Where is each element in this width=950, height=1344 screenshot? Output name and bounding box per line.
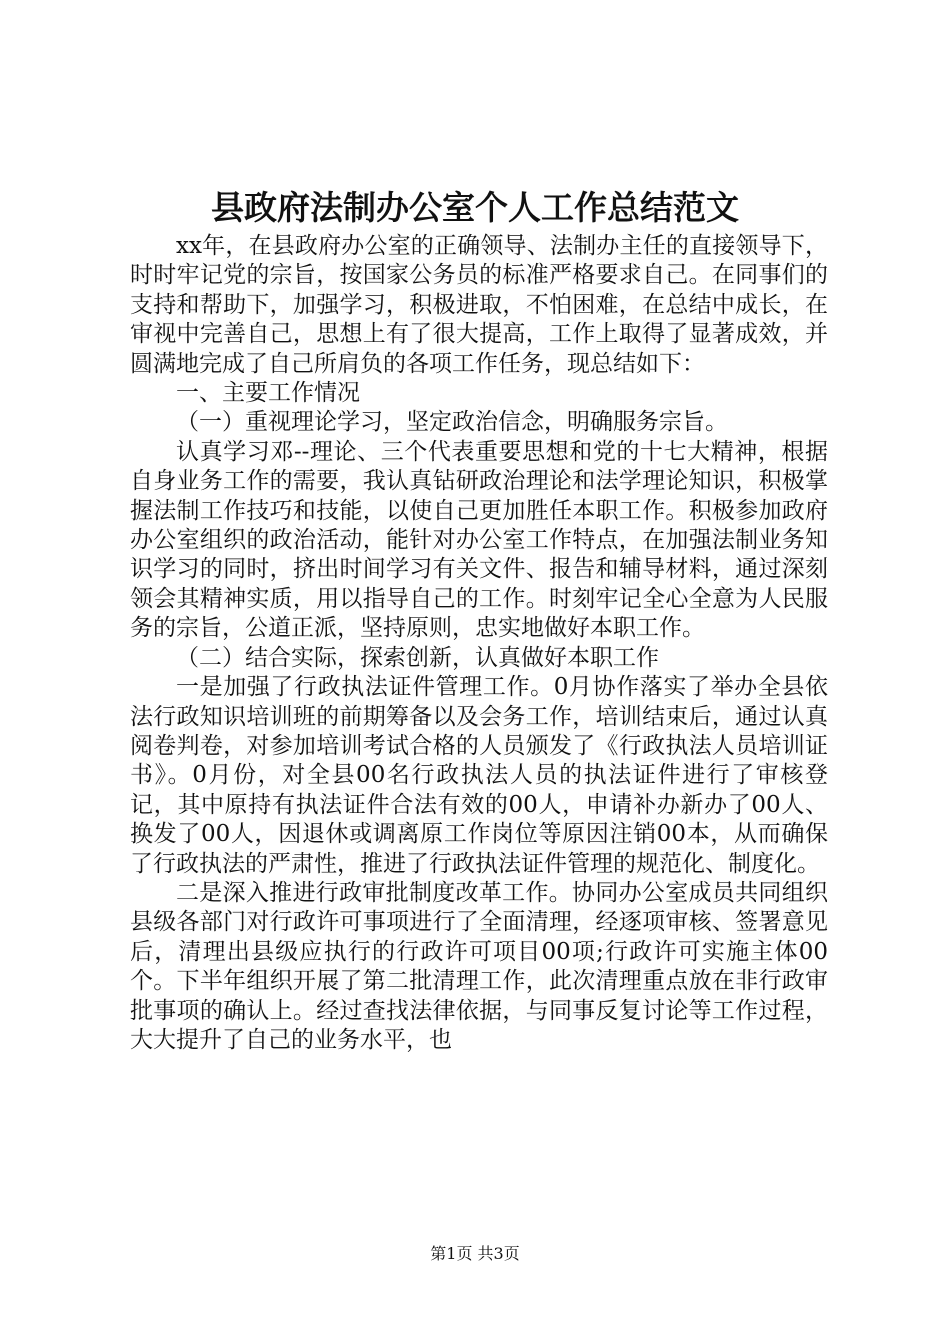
paragraph-approval-reform: 二是深入推进行政审批制度改革工作。协同办公室成员共同组织县级各部门对行政许可事项进行了全面清理，经逐项审核、签署意见后，清理出县级应执行的行政许可项目00项;行政许可实施主体00个。下半年组织开展了第二批清理工作，此次清理重点放在非行政审批事项的确认上。经过查找法律依据，与同事反复讨论等工作过程，大大提升了自己的业务水平，也 bbox=[130, 879, 828, 1053]
subsection-heading-practical-work: （二）结合实际，探索创新，认真做好本职工作 bbox=[176, 644, 659, 671]
page-number-footer: 第1页 共3页 bbox=[430, 1244, 520, 1263]
paragraph-certificate-management: 一是加强了行政执法证件管理工作。0月协作落实了举办全县依法行政知识培训班的前期筹备以及会务工作，培训结束后，通过认真阅卷判卷，对参加培训考试合格的人员颁发了《行政执法人员培训证书》。0月份，对全县00名行政执法人员的执法证件进行了审核登记，其中原持有执法证件合法有效的00人，申请补办新办了00人、换发了00人，因退休或调离原工作岗位等原因注销00本，从而确保了行政执法的严肃性，推进了行政执法证件管理的规范化、制度化。 bbox=[130, 674, 828, 877]
paragraph-intro: xx年，在县政府办公室的正确领导、法制办主任的直接领导下，时时牢记党的宗旨，按国家公务员的标准严格要求自己。在同事们的支持和帮助下，加强学习，积极进取，不怕困难，在总结中成长，在审视中完善自己，思想上有了很大提高，工作上取得了显著成效，并圆满地完成了自己所肩负的各项工作任务，现总结如下： bbox=[130, 233, 828, 377]
document-title: 县政府法制办公室个人工作总结范文 bbox=[211, 188, 739, 227]
document-body bbox=[130, 232, 828, 1055]
section-heading-main-work: 一、主要工作情况 bbox=[176, 380, 360, 407]
subsection-heading-theory-study: （一）重视理论学习，坚定政治信念，明确服务宗旨。 bbox=[176, 409, 728, 436]
paragraph-theory-study: 认真学习邓--理论、三个代表重要思想和党的十七大精神，根据自身业务工作的需要，我认真钻研政治理论和法学理论知识，积极掌握法制工作技巧和技能，以使自己更加胜任本职工作。积极参加政府办公室组织的政治活动，能针对办公室工作特点，在加强法制业务知识学习的同时，挤出时间学习有关文件、报告和辅导材料，通过深刻领会其精神实质，用以指导自己的工作。时刻牢记全心全意为人民服务的宗旨，公道正派，坚持原则，忠实地做好本职工作。 bbox=[130, 438, 828, 642]
